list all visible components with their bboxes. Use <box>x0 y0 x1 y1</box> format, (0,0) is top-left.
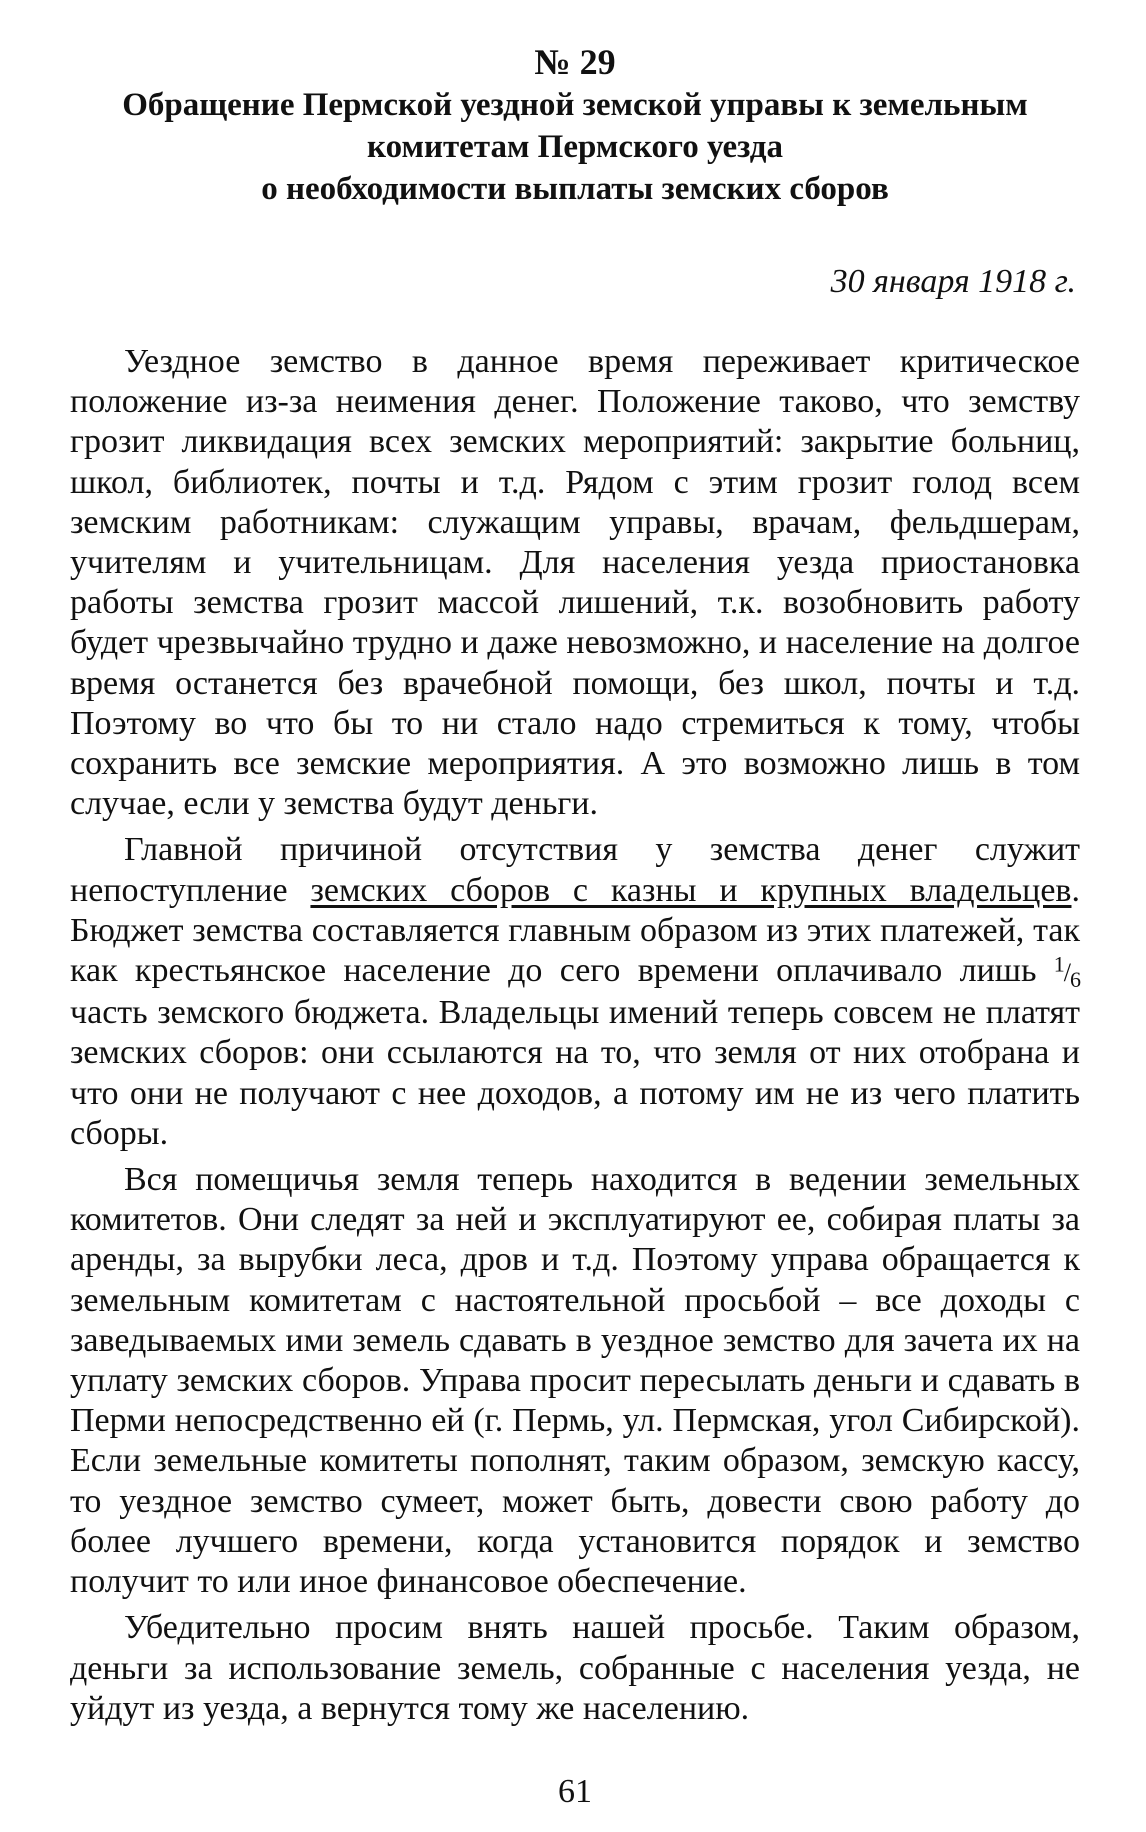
underlined-phrase: земских сборов с казны и крупных владельцев <box>310 871 1072 909</box>
paragraph-2 <box>70 830 1080 1154</box>
paragraph-1: Уездное земство в данное время переживает критическое положение из-за неимения денег. Положение таково, что земству грозит ликвидация всех земских мероприятий: закрытие больниц, школ, библиотек, почты и т.д. Рядом с этим грозит голод всем земским работникам: служащим управы, врачам, фельдшерам, учителям и учительницам. Для населения уезда приостановка работы земства грозит массой лишений, т.к. возобновить работу будет чрезвычайно трудно и даже невозможно, и население на долгое время останется без врачебной помощи, без школ, почты и т.д. Поэтому во что бы то ни стало надо стремиться к тому, чтобы сохранить все земские мероприятия. А это возможно лишь в том случае, если у земства будут деньги. <box>70 343 1080 823</box>
fraction-numerator: 1 <box>1053 951 1064 977</box>
title-line: комитетам Пермского уезда <box>367 129 783 165</box>
document-body <box>70 342 1080 1729</box>
title-line: Обращение Пермской уездной земской управы к земельным <box>122 87 1028 123</box>
document-title <box>70 84 1080 210</box>
document-number: № 29 <box>534 42 616 82</box>
paragraph-4: Убедительно просим внять нашей просьбе. Таким образом, деньги за использование земель, собранные с населения уезда, не уйдут из уезда, а вернутся тому же населению. <box>70 1609 1080 1727</box>
paragraph-2-text-middle: . Бюджет земства составляется главным образом из этих платежей, так как крестьянское население до сего времени оплачивало лишь <box>70 871 1080 990</box>
page-number: 61 <box>558 1773 592 1810</box>
title-line: о необходимости выплаты земских сборов <box>261 171 889 207</box>
paragraph-2-text-before: Главной причиной отсутствия у земства денег служит непоступление <box>70 831 1080 909</box>
document-page <box>70 40 1080 1820</box>
paragraph-2-text-after: часть земского бюджета. Владельцы имений теперь совсем не платят земских сборов: они ссылаются на то, что земля от них отобрана и что они не получают с нее доходов, а потому им не из чего платить сборы. <box>70 994 1080 1152</box>
paragraph-3: Вся помещичья земля теперь находится в ведении земельных комитетов. Они следят за ней и эксплуатируют ее, собирая платы за аренды, за вырубки леса, дров и т.д. Поэтому управа обращается к земельным комитетам с настоятельной просьбой – все доходы с заведываемых ими земель сдавать в уездное земство для зачета их на уплату земских сборов. Управа просит пересылать деньги и сдавать в Перми непосредственно ей (г. Пермь, ул. Пермская, угол Сибирской). Если земельные комитеты пополнят, таким образом, земскую кассу, то уездное земство сумеет, может быть, довести свою работу до более лучшего времени, когда установится порядок и земство получит то или иное финансовое обеспечение. <box>70 1161 1080 1601</box>
fraction-denominator: 6 <box>1070 967 1080 993</box>
document-date: 30 января 1918 г. <box>830 263 1076 300</box>
fraction-one-sixth: $^1/_6$ <box>1053 951 1080 993</box>
